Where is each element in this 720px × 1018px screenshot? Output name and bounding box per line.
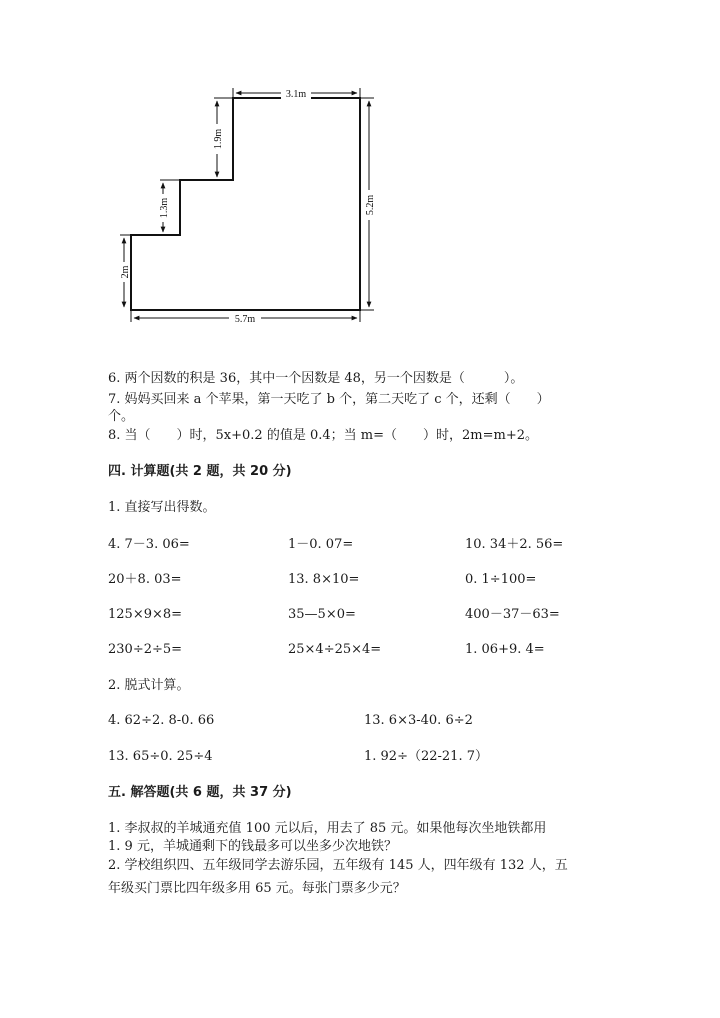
question-7-line2: 个。 xyxy=(108,409,135,424)
calc-item: 400－37－63= xyxy=(465,607,560,622)
calc-item: 125×9×8= xyxy=(108,607,183,622)
section-4-title: 四. 计算题(共 2 题，共 20 分) xyxy=(108,464,292,479)
calc-item: 1－0. 07= xyxy=(288,537,354,552)
step-calc-item: 13. 6×3-40. 6÷2 xyxy=(364,713,473,728)
calc-item: 0. 1÷100= xyxy=(465,572,537,587)
step-calc-item: 4. 62÷2. 8-0. 66 xyxy=(108,713,215,728)
question-8: 8. 当（ ）时，5x+0.2 的值是 0.4；当 m=（ ）时，2m=m+2。 xyxy=(108,428,538,443)
section-4-q2-title: 2. 脱式计算。 xyxy=(108,678,190,693)
dim-top-label: 3.1m xyxy=(285,89,307,100)
section-5-title: 五. 解答题(共 6 题，共 37 分) xyxy=(108,785,292,800)
dim-right-label: 5.2m xyxy=(365,194,376,216)
section-5-q2-line2: 年级买门票比四年级多用 65 元。每张门票多少元？ xyxy=(108,881,406,896)
section-5-q2-line1: 2. 学校组织四、五年级同学去游乐园，五年级有 145 人，四年级有 132 人，五 xyxy=(108,858,568,873)
question-7-line1: 7. 妈妈买回来 a 个苹果，第一天吃了 b 个，第二天吃了 c 个，还剩（ ） xyxy=(108,392,550,407)
calc-item: 20＋8. 03= xyxy=(108,572,182,587)
calc-item: 230÷2÷5= xyxy=(108,642,183,657)
calc-item: 4. 7－3. 06= xyxy=(108,537,190,552)
section-5-q1-line2: 1. 9 元，羊城通剩下的钱最多可以坐多少次地铁？ xyxy=(108,839,397,854)
calc-item: 1. 06+9. 4= xyxy=(465,642,545,657)
step-calc-item: 13. 65÷0. 25÷4 xyxy=(108,749,213,764)
question-6: 6. 两个因数的积是 36，其中一个因数是 48，另一个因数是（ ）。 xyxy=(108,371,524,386)
dim-left-label: 2m xyxy=(120,265,131,279)
dim-step-upper-label: 1.9m xyxy=(213,128,224,150)
calc-item: 35—5×0= xyxy=(288,607,356,622)
dim-step-middle-label: 1.3m xyxy=(159,197,170,219)
section-4-q1-title: 1. 直接写出得数。 xyxy=(108,500,216,515)
calc-item: 13. 8×10= xyxy=(288,572,360,587)
section-5-q1-line1: 1. 李叔叔的羊城通充值 100 元以后，用去了 85 元。如果他每次坐地铁都用 xyxy=(108,821,547,836)
dim-bottom-label: 5.7m xyxy=(234,314,256,325)
calc-item: 25×4÷25×4= xyxy=(288,642,382,657)
step-calc-item: 1. 92÷（22-21. 7） xyxy=(364,749,488,764)
calc-item: 10. 34＋2. 56= xyxy=(465,537,564,552)
staircase-figure xyxy=(0,0,720,345)
